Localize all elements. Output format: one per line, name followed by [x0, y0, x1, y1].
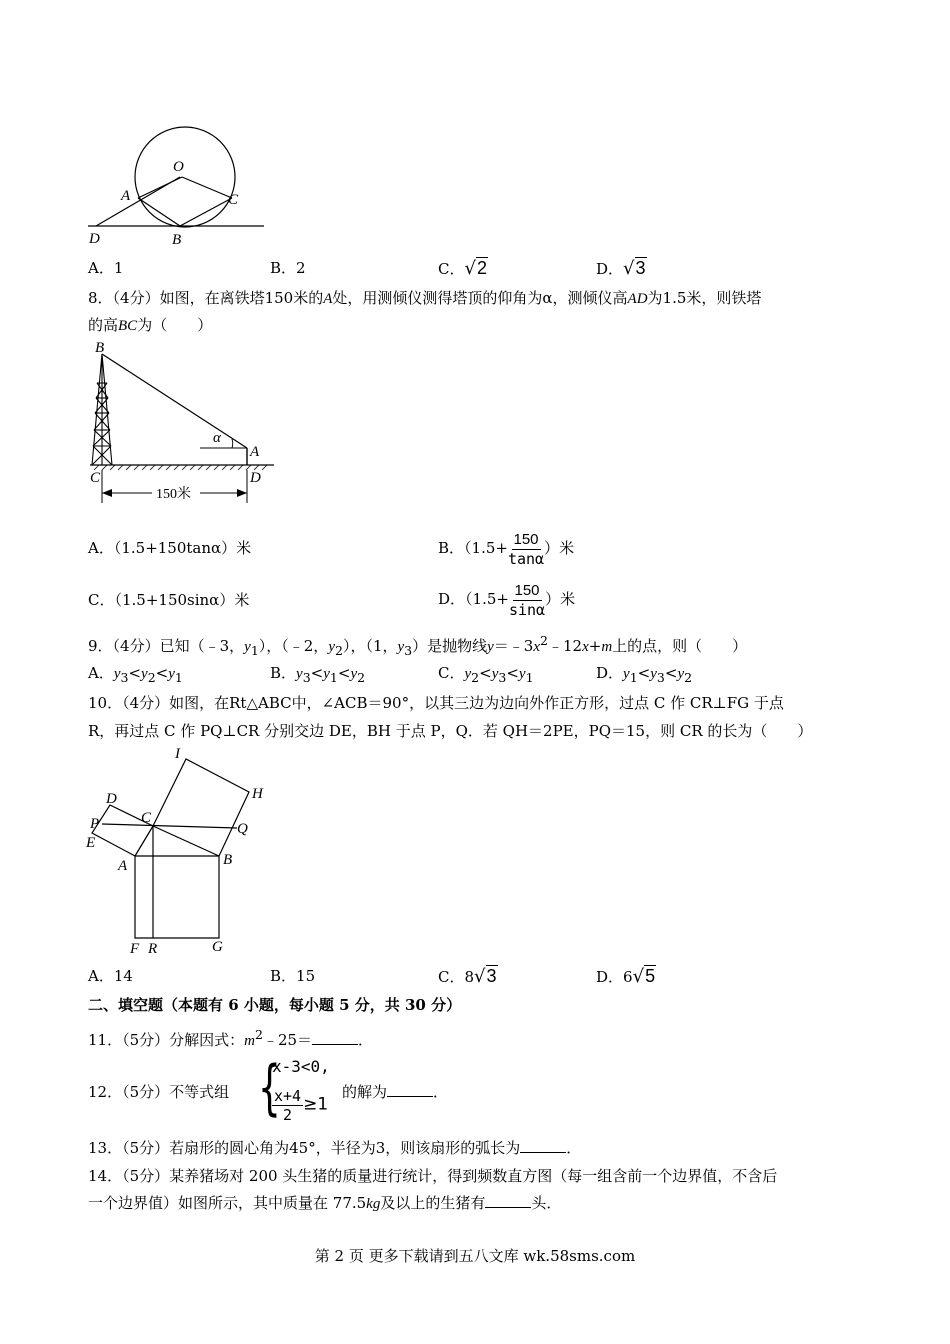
q12-inequality-2 — [272, 1087, 328, 1124]
q8-label-d: D — [250, 470, 261, 486]
q10-label-f: F — [130, 941, 140, 957]
q7-line-ab — [138, 198, 180, 226]
q8-dim-arrow-right — [237, 489, 247, 497]
q8-option-b[interactable] — [438, 526, 574, 570]
q9-var: y — [487, 639, 494, 655]
q9-option-b[interactable]: B．$y_3<y_1<y_2$ — [270, 664, 366, 685]
q10-option-c-radicand: 3 — [486, 966, 497, 986]
q11-answer-blank[interactable] — [312, 1030, 358, 1045]
q7-option-d-radicand: 3 — [635, 258, 646, 278]
q7-option-d[interactable] — [596, 257, 647, 280]
q8-figure — [82, 338, 282, 510]
q7-option-c-radicand: 2 — [476, 258, 487, 278]
q9-var: m — [601, 639, 613, 655]
q8-option-b-suffix: ）米 — [544, 539, 575, 557]
q9-text: ），（﹣2， — [258, 637, 329, 655]
q12-text: 的解为 — [342, 1083, 388, 1101]
q11-stem: 11．（5分）分解因式：$m^2﹣25=$ ． — [88, 1027, 374, 1049]
q10-option-d-radicand: 5 — [645, 966, 656, 986]
q8-var-bc: BC — [118, 318, 138, 334]
q8-option-d-suffix: ）米 — [545, 590, 576, 608]
q9-var: y — [397, 639, 405, 655]
q7-option-c[interactable] — [438, 257, 488, 280]
q10-label-c: C — [141, 810, 152, 826]
q7-figure — [80, 120, 280, 255]
q10-option-a[interactable]: A．14 — [88, 967, 133, 985]
q9-option-c-label: C． — [438, 664, 465, 682]
q13-text: 13．（5分）若扇形的圆心角为45°，半径为3，则该扇形的弧长为 — [88, 1139, 521, 1157]
q10-stem-line1: 10．（4分）如图，在Rt△ABC中，∠ACB＝90°，以其三边为边向外作正方形，过点 C 作 CR⊥FG 于点 — [88, 694, 784, 712]
q10-label-h: H — [252, 786, 263, 802]
fraction-numerator: x+4 — [274, 1087, 302, 1105]
q7-option-a[interactable]: A．1 — [88, 259, 124, 277]
q10-option-c-label: C．8 — [438, 968, 475, 986]
q7-label-d: D — [89, 231, 100, 247]
q11-var: m — [244, 1033, 255, 1049]
q8-text: 8．（4分）如图，在离铁塔150米的 — [88, 289, 324, 307]
q8-stem-line1 — [88, 287, 761, 310]
q10-option-c[interactable] — [438, 965, 498, 988]
q10-label-b: B — [223, 852, 233, 868]
q13-text: ． — [566, 1139, 582, 1157]
q8-label-dist: 150米 — [156, 487, 191, 502]
q8-var-a: A — [323, 291, 333, 307]
q9-text: ＝﹣3 — [493, 637, 534, 655]
q7-option-c-label: C． — [438, 260, 465, 278]
q10-line-pq — [102, 824, 237, 828]
q13-stem — [88, 1137, 581, 1159]
q9-option-a[interactable]: A．$y_3<y_2<y_1$ — [88, 664, 183, 685]
q11-text: ﹣25＝ — [262, 1031, 313, 1049]
q11-text: ． — [358, 1031, 374, 1049]
q10-label-p: P — [90, 816, 100, 832]
q9-text: 上的点，则（ ） — [612, 637, 748, 655]
q12-ge: ≥1 — [303, 1094, 329, 1115]
q10-label-e: E — [86, 835, 96, 851]
fraction-numerator: 150 — [514, 581, 540, 599]
q14-unit: kg — [366, 1196, 381, 1212]
q8-option-d-label: D．（1.5+ — [438, 590, 509, 608]
q7-circle — [135, 127, 235, 227]
q10-option-b[interactable]: B．15 — [270, 967, 316, 985]
q9-text: ）是抛物线 — [412, 637, 488, 655]
q8-stem-line2 — [88, 314, 212, 337]
q10-square-cbhi — [153, 759, 249, 856]
q9-var: x — [582, 639, 589, 655]
q8-label-b: B — [95, 340, 105, 356]
q10-label-q: Q — [237, 821, 248, 837]
q12-answer-blank[interactable] — [387, 1082, 433, 1097]
q8-option-c[interactable]: C．（1.5+150sinα）米 — [88, 591, 250, 609]
q7-label-a: A — [121, 188, 131, 204]
q8-text: 为（ ） — [137, 316, 213, 334]
q12-text: ． — [433, 1083, 449, 1101]
q9-option-d[interactable]: D．$y_1<y_3<y_2$ — [596, 664, 693, 685]
q10-label-g: G — [212, 939, 223, 955]
q8-ground-hatch — [94, 465, 267, 470]
q9-text: ﹣12 — [547, 637, 583, 655]
q8-option-a[interactable]: A．（1.5+150tanα）米 — [88, 539, 252, 557]
q14-text: 及以上的生猪有 — [380, 1194, 486, 1212]
q10-label-a: A — [118, 858, 128, 874]
q14-text: 一个边界值）如图所示，其中质量在 77.5 — [88, 1194, 367, 1212]
q9-var: y — [328, 639, 335, 655]
q8-var-ad: AD — [627, 291, 648, 307]
q7-option-b[interactable]: B．2 — [270, 259, 306, 277]
q9-option-b-label: B． — [270, 664, 297, 682]
q8-dim-arrow-left — [102, 489, 112, 497]
q7-line-oc — [182, 177, 232, 198]
q9-var: y — [244, 639, 251, 655]
sqrt-symbol: √5 — [632, 966, 656, 987]
q9-text: 9．（4分）已知（﹣3， — [88, 637, 245, 655]
q9-text: + — [588, 637, 602, 655]
q8-angle-arc — [232, 439, 233, 448]
q14-stem-line2 — [88, 1192, 561, 1215]
q7-label-b: B — [172, 232, 182, 248]
q10-option-d[interactable] — [596, 965, 656, 988]
q10-side-ac — [135, 826, 153, 856]
q8-option-d[interactable] — [438, 577, 575, 621]
q9-var: x — [533, 639, 541, 655]
q9-option-c[interactable]: C．$y_2<y_3<y_1$ — [438, 664, 534, 685]
fraction-denominator: sinα — [508, 600, 546, 619]
q8-label-c: C — [90, 470, 101, 486]
q10-option-d-label: D．6 — [596, 968, 633, 986]
q12-inequality-1: x-3<0, — [272, 1057, 330, 1076]
q7-line-oa — [138, 177, 182, 198]
q7-option-d-label: D． — [596, 260, 624, 278]
q11-text: 11．（5分）分解因式： — [88, 1031, 245, 1049]
sqrt-symbol: √2 — [464, 258, 487, 279]
q9-option-a-label: A． — [88, 664, 114, 682]
q8-label-a: A — [250, 444, 260, 460]
q8-option-d-fraction — [509, 582, 545, 619]
q8-option-b-label: B．（1.5+ — [438, 539, 508, 557]
q8-text: 处，用测倾仪测得塔顶的仰角为α，测倾仪高 — [332, 289, 628, 307]
q13-answer-blank[interactable] — [520, 1138, 566, 1153]
sqrt-symbol: √3 — [474, 966, 497, 987]
section-heading: 二、填空题（本题有 6 小题，每小题 5 分，共 30 分） — [88, 996, 462, 1014]
q12-fraction — [272, 1087, 303, 1124]
q9-option-d-label: D． — [596, 664, 624, 682]
q10-label-d: D — [106, 791, 117, 807]
q14-stem-line1: 14．（5分）某养猪场对 200 头生猪的质量进行统计，得到频数直方图（每一组含前一个边界值，不含后 — [88, 1167, 778, 1185]
fraction-denominator: tanα — [507, 549, 545, 568]
brace-symbol: { — [258, 1053, 281, 1123]
fraction-numerator: 150 — [513, 530, 539, 548]
q9-text: ），（1， — [342, 637, 398, 655]
page-footer: 第 2 页 更多下载请到五八文库 wk.58sms.com — [314, 1247, 636, 1265]
q10-label-r: R — [148, 941, 158, 957]
q10-stem-line2: R，再过点 C 作 PQ⊥CR 分别交边 DE，BH 于点 P，Q．若 QH＝2PE，PQ＝15，则 CR 的长为（ ） — [88, 722, 813, 740]
fraction-denominator: 2 — [283, 1106, 293, 1124]
q10-label-i: I — [175, 746, 180, 762]
q8-text: 的高 — [88, 316, 119, 334]
q8-text: 为1.5米，则铁塔 — [647, 289, 762, 307]
q12-suffix — [342, 1081, 448, 1103]
q8-tower — [92, 354, 112, 465]
q8-option-b-fraction — [508, 531, 544, 568]
sqrt-symbol: √3 — [623, 258, 646, 279]
q10-figure — [82, 742, 282, 957]
q12-prefix: 12．（5分）不等式组 — [88, 1083, 230, 1101]
q14-answer-blank[interactable] — [485, 1193, 531, 1208]
q14-text: 头． — [531, 1194, 562, 1212]
q7-label-c: C — [228, 192, 239, 208]
q12-inequality-system — [258, 1053, 348, 1129]
q8-label-alpha: α — [213, 430, 221, 446]
q10-square-abgf — [135, 856, 219, 938]
q8-sight-line — [102, 354, 247, 448]
q9-stem: 9．（4分）已知（﹣3，$y_1$），（﹣2，$y_2$），（1，$y_3$）是抛物线$y=﹣3x^2﹣12x+m$上的点，则（ ） — [88, 633, 748, 658]
q7-label-o: O — [173, 159, 184, 175]
